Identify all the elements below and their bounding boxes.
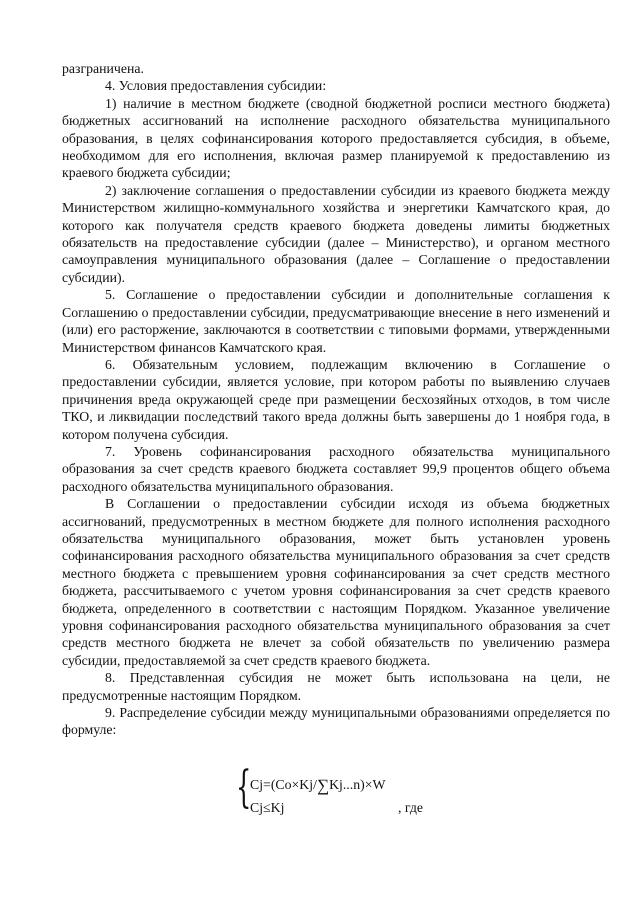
paragraph-4-heading: 4. Условия предоставления субсидии: bbox=[105, 78, 327, 94]
formula-suffix: , где bbox=[398, 800, 424, 815]
paragraph-6: 6. Обязательным условием, подлежащим включению в Соглашение о предоставлении субсидии, является условие, при котором работы по выявлению случаев причинения вреда окружающей среде при размещении бесхозяйных отходов, в том числе ТКО, и ликвидации последствий такого вреда должны быть завершены до 1 ноября года, в котором получена субсидия. bbox=[62, 356, 610, 442]
paragraph-7: 7. Уровень софинансирования расходного обязательства муниципального образования за счет средств краевого бюджета составляет 99,9 процентов общего объема расходного обязательства муниципального образования. bbox=[62, 443, 610, 494]
paragraph-continuation: разграничена. bbox=[62, 61, 144, 76]
paragraph-8: 8. Представленная субсидия не может быть использована на цели, не предусмотренные настоящим Порядком. bbox=[62, 670, 610, 703]
paragraph-4-1: 1) наличие в местном бюджете (сводной бюджетной росписи местного бюджета) бюджетных ассигнований на исполнение расходного обязательства муниципального образования, в целях софинансирования которого предоставляется субсидия, в объеме, необходимом для его исполнения, включая размер планируемой к предоставлению из краевого бюджета субсидии; bbox=[62, 95, 610, 181]
formula-line-2: Cj≤Kj bbox=[250, 800, 285, 815]
paragraph-7-continued: В Соглашении о предоставлении субсидии исходя из объема бюджетных ассигнований, предусмотренных в местном бюджете для полного исполнения расходного обязательства муниципального образования, может быть установлен уровень софинансирования расходного обязательства муниципального образования за счет средств местного бюджета с превышением уровня софинансирования за счет средств местного бюджета, рассчитываемого с учетом уровня софинансирования за счет средств краевого бюджета, определенного в соответствии с настоящим Порядком. Указанное увеличение уровня софинансирования расходного обязательства муниципального образования за счет средств местного бюджета не влечет за собой обязательств по увеличению размера субсидии, предоставляемой за счет средств краевого бюджета. bbox=[62, 496, 610, 668]
paragraph-4-2: 2) заключение соглашения о предоставлении субсидии из краевого бюджета между Министерством жилищно-коммунального хозяйства и энергетики Камчатского края, до которого как получателя средств краевого бюджета доведены лимиты бюджетных обязательств на предоставление субсидии (далее – Министерство), и органом местного самоуправления муниципального образования (далее – Соглашение о предоставлении субсидии). bbox=[62, 182, 610, 285]
sum-symbol: ∑ bbox=[316, 776, 330, 795]
paragraph-9: 9. Распределение субсидии между муниципальными образованиями определяется по формуле: bbox=[62, 705, 610, 738]
system-brace-icon: { bbox=[236, 762, 252, 813]
formula-line-1 bbox=[250, 776, 386, 796]
formula-line-1-left: Cj=(Co×Kj/ bbox=[250, 777, 317, 792]
document-body bbox=[62, 60, 610, 739]
formula-line-1-right: Kj...n)×W bbox=[329, 777, 386, 792]
paragraph-5: 5. Соглашение о предоставлении субсидии и дополнительные соглашения к Соглашению о предоставлении субсидии, предусматривающие внесение в него изменений и (или) его расторжение, заключаются в соответствии с типовыми формами, утвержденными Министерством финансов Камчатского края. bbox=[62, 287, 610, 355]
